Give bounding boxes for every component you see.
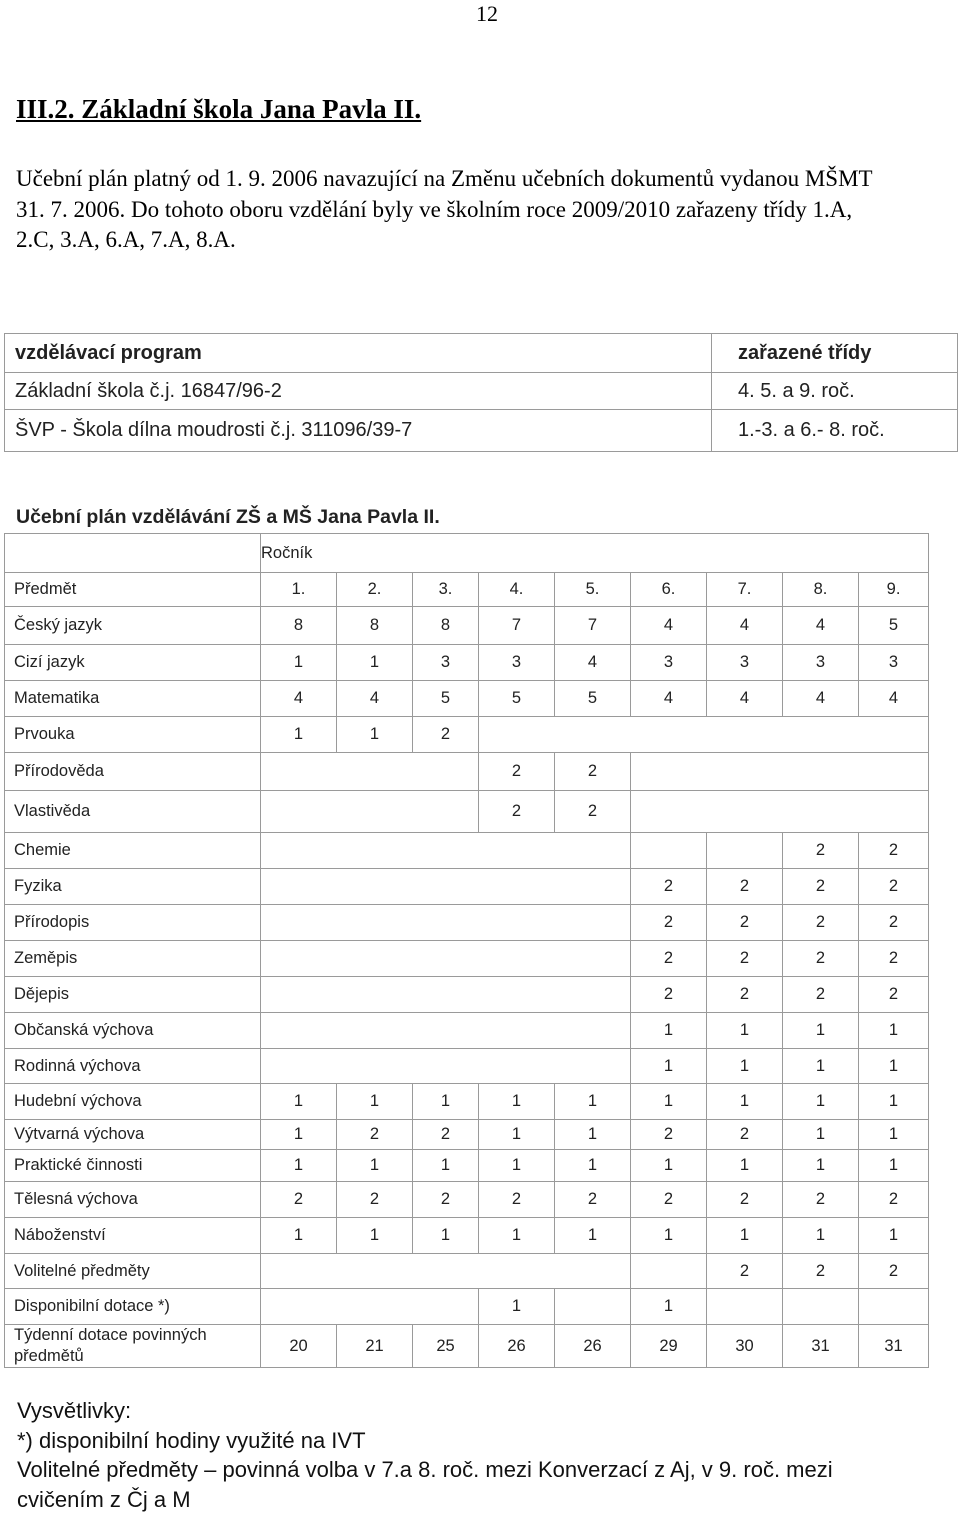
value-cell: 30	[707, 1325, 783, 1368]
program-table-row	[5, 410, 958, 452]
value-cell: 2	[859, 869, 929, 905]
value-cell: 1	[631, 1049, 707, 1084]
value-cell: 2	[479, 1182, 555, 1218]
value-cell	[555, 1289, 631, 1325]
empty-merged-cell	[261, 905, 631, 941]
note-line: cvičením z Čj a M	[17, 1485, 947, 1514]
value-cell: 2	[261, 1182, 337, 1218]
program-table-header	[5, 334, 958, 373]
value-cell: 1	[555, 1218, 631, 1254]
program-classes-cell: 4. 5. a 9. roč.	[712, 373, 958, 410]
value-cell: 8	[413, 607, 479, 645]
value-cell: 2	[337, 1120, 413, 1150]
value-cell: 2	[859, 977, 929, 1013]
subject-cell: Fyzika	[5, 869, 261, 905]
program-header-cell: zařazené třídy	[712, 334, 958, 373]
grade-header-row	[5, 573, 929, 607]
intro-line: 31. 7. 2006. Do tohoto oboru vzdělání byly ve školním roce 2009/2010 zařazeny třídy 1.A,	[16, 195, 951, 226]
subject-cell: Výtvarná výchova	[5, 1120, 261, 1150]
value-cell: 20	[261, 1325, 337, 1368]
value-cell: 2	[859, 1182, 929, 1218]
value-cell: 5	[555, 681, 631, 717]
program-table-row	[5, 373, 958, 410]
intro-line: Učební plán platný od 1. 9. 2006 navazující na Změnu učebních dokumentů vydanou MŠMT	[16, 164, 951, 195]
value-cell	[631, 833, 707, 869]
value-cell: 1	[337, 1084, 413, 1120]
grade-header-cell: 1.	[261, 573, 337, 607]
value-cell: 1	[859, 1218, 929, 1254]
value-cell: 3	[859, 645, 929, 681]
table-row	[5, 607, 929, 645]
value-cell: 1	[479, 1218, 555, 1254]
empty-merged-cell	[261, 1013, 631, 1049]
value-cell: 3	[783, 645, 859, 681]
table-row	[5, 1150, 929, 1182]
value-cell: 1	[479, 1289, 555, 1325]
value-cell: 4	[859, 681, 929, 717]
empty-cell	[5, 534, 261, 573]
table-row	[5, 1289, 929, 1325]
value-cell: 1	[261, 1084, 337, 1120]
value-cell: 2	[555, 791, 631, 833]
value-cell: 1	[261, 1218, 337, 1254]
value-cell: 1	[631, 1289, 707, 1325]
subject-cell: Dějepis	[5, 977, 261, 1013]
value-cell: 2	[707, 905, 783, 941]
value-cell: 25	[413, 1325, 479, 1368]
value-cell: 2	[783, 941, 859, 977]
table-row	[5, 1325, 929, 1368]
empty-merged-cell	[479, 717, 929, 753]
subject-cell: Chemie	[5, 833, 261, 869]
value-cell: 3	[631, 645, 707, 681]
note-line: Volitelné předměty – povinná volba v 7.a 8. roč. mezi Konverzací z Aj, v 9. roč. mezi	[17, 1455, 947, 1485]
value-cell: 4	[783, 681, 859, 717]
value-cell: 2	[631, 941, 707, 977]
value-cell: 1	[413, 1150, 479, 1182]
plan-title: Učební plán vzdělávání ZŠ a MŠ Jana Pavla II.	[16, 506, 440, 529]
value-cell: 1	[337, 1150, 413, 1182]
value-cell: 1	[631, 1150, 707, 1182]
value-cell: 7	[555, 607, 631, 645]
table-row	[5, 869, 929, 905]
value-cell: 4	[631, 607, 707, 645]
empty-merged-cell	[261, 869, 631, 905]
table-row	[5, 1182, 929, 1218]
value-cell	[631, 1254, 707, 1289]
subject-cell: Matematika	[5, 681, 261, 717]
table-row	[5, 905, 929, 941]
table-row	[5, 1084, 929, 1120]
value-cell: 1	[631, 1084, 707, 1120]
program-name-cell: ŠVP - Škola dílna moudrosti č.j. 311096/39-7	[5, 410, 712, 452]
subject-cell: Přírodověda	[5, 753, 261, 791]
value-cell: 1	[631, 1218, 707, 1254]
subject-cell: Disponibilní dotace *)	[5, 1289, 261, 1325]
page-number: 12	[462, 0, 512, 28]
value-cell: 8	[261, 607, 337, 645]
value-cell: 2	[631, 905, 707, 941]
value-cell: 8	[337, 607, 413, 645]
value-cell: 1	[783, 1150, 859, 1182]
value-cell: 1	[261, 1150, 337, 1182]
value-cell: 5	[479, 681, 555, 717]
subject-header: Předmět	[5, 573, 261, 607]
value-cell: 2	[631, 1120, 707, 1150]
subject-cell: Náboženství	[5, 1218, 261, 1254]
value-cell: 26	[479, 1325, 555, 1368]
value-cell: 5	[859, 607, 929, 645]
value-cell: 1	[707, 1150, 783, 1182]
grade-header-cell: 3.	[413, 573, 479, 607]
empty-merged-cell	[261, 791, 479, 833]
value-cell: 3	[479, 645, 555, 681]
value-cell: 2	[707, 1120, 783, 1150]
value-cell	[707, 833, 783, 869]
grade-header-cell: 8.	[783, 573, 859, 607]
value-cell: 1	[783, 1049, 859, 1084]
table-row	[5, 1254, 929, 1289]
value-cell: 4	[555, 645, 631, 681]
value-cell: 1	[555, 1120, 631, 1150]
value-cell: 4	[337, 681, 413, 717]
subject-cell: Cizí jazyk	[5, 645, 261, 681]
value-cell: 7	[479, 607, 555, 645]
value-cell: 1	[479, 1150, 555, 1182]
value-cell	[783, 1289, 859, 1325]
table-row	[5, 1013, 929, 1049]
value-cell: 2	[631, 1182, 707, 1218]
table-row	[5, 681, 929, 717]
subject-cell: Vlastivěda	[5, 791, 261, 833]
value-cell: 2	[859, 941, 929, 977]
value-cell: 4	[707, 681, 783, 717]
plan-table	[4, 533, 929, 1368]
value-cell: 1	[413, 1084, 479, 1120]
subject-cell: Přírodopis	[5, 905, 261, 941]
empty-merged-cell	[261, 833, 631, 869]
value-cell: 2	[707, 1254, 783, 1289]
empty-merged-cell	[631, 753, 929, 791]
rocnik-row	[5, 534, 929, 573]
subject-cell: Hudební výchova	[5, 1084, 261, 1120]
program-classes-cell: 1.-3. a 6.- 8. roč.	[712, 410, 958, 452]
value-cell: 1	[859, 1120, 929, 1150]
grade-header-cell: 2.	[337, 573, 413, 607]
value-cell: 5	[413, 681, 479, 717]
subject-cell: Volitelné předměty	[5, 1254, 261, 1289]
value-cell: 4	[261, 681, 337, 717]
table-row	[5, 977, 929, 1013]
empty-merged-cell	[261, 753, 479, 791]
grade-header-cell: 6.	[631, 573, 707, 607]
value-cell: 1	[337, 717, 413, 753]
empty-merged-cell	[261, 941, 631, 977]
empty-merged-cell	[261, 1254, 631, 1289]
rocnik-label: Ročník	[261, 534, 929, 573]
subject-cell: Český jazyk	[5, 607, 261, 645]
value-cell	[707, 1289, 783, 1325]
program-table	[4, 333, 958, 452]
value-cell: 31	[783, 1325, 859, 1368]
grade-header-cell: 4.	[479, 573, 555, 607]
empty-merged-cell	[261, 1049, 631, 1084]
intro-line: 2.C, 3.A, 6.A, 7.A, 8.A.	[16, 225, 951, 256]
value-cell: 2	[707, 1182, 783, 1218]
value-cell: 2	[783, 905, 859, 941]
grade-header-cell: 9.	[859, 573, 929, 607]
note-line: *) disponibilní hodiny využité na IVT	[17, 1426, 947, 1456]
value-cell: 1	[783, 1120, 859, 1150]
value-cell: 1	[555, 1084, 631, 1120]
table-row	[5, 645, 929, 681]
subject-cell: Občanská výchova	[5, 1013, 261, 1049]
value-cell: 1	[479, 1120, 555, 1150]
table-row	[5, 1049, 929, 1084]
table-row	[5, 1218, 929, 1254]
value-cell: 2	[783, 1182, 859, 1218]
value-cell: 1	[337, 645, 413, 681]
value-cell: 1	[479, 1084, 555, 1120]
value-cell: 2	[783, 977, 859, 1013]
value-cell: 2	[413, 1120, 479, 1150]
program-name-cell: Základní škola č.j. 16847/96-2	[5, 373, 712, 410]
value-cell: 2	[707, 869, 783, 905]
notes-heading: Vysvětlivky:	[17, 1396, 947, 1426]
value-cell: 1	[707, 1218, 783, 1254]
subject-cell: Praktické činnosti	[5, 1150, 261, 1182]
subject-cell: Prvouka	[5, 717, 261, 753]
value-cell: 1	[337, 1218, 413, 1254]
value-cell: 2	[479, 753, 555, 791]
subject-cell: Týdenní dotace povinných předmětů	[5, 1325, 261, 1368]
table-row	[5, 1120, 929, 1150]
value-cell: 2	[413, 1182, 479, 1218]
notes	[17, 1396, 947, 1514]
table-row	[5, 717, 929, 753]
subject-cell: Rodinná výchova	[5, 1049, 261, 1084]
value-cell: 4	[631, 681, 707, 717]
table-row	[5, 833, 929, 869]
value-cell: 1	[783, 1218, 859, 1254]
value-cell: 1	[631, 1013, 707, 1049]
value-cell: 2	[707, 977, 783, 1013]
empty-merged-cell	[261, 1289, 479, 1325]
empty-merged-cell	[261, 977, 631, 1013]
value-cell: 1	[783, 1013, 859, 1049]
table-row	[5, 941, 929, 977]
value-cell: 1	[261, 717, 337, 753]
value-cell: 1	[783, 1084, 859, 1120]
value-cell: 31	[859, 1325, 929, 1368]
value-cell: 26	[555, 1325, 631, 1368]
value-cell: 2	[707, 941, 783, 977]
section-heading: III.2. Základní škola Jana Pavla II.	[16, 92, 421, 126]
value-cell: 2	[783, 1254, 859, 1289]
value-cell	[859, 1289, 929, 1325]
value-cell: 2	[337, 1182, 413, 1218]
value-cell: 2	[859, 833, 929, 869]
value-cell: 4	[783, 607, 859, 645]
subject-cell: Tělesná výchova	[5, 1182, 261, 1218]
empty-merged-cell	[631, 791, 929, 833]
value-cell: 2	[555, 753, 631, 791]
intro-paragraph	[16, 164, 951, 256]
value-cell: 29	[631, 1325, 707, 1368]
value-cell: 1	[707, 1084, 783, 1120]
grade-header-cell: 7.	[707, 573, 783, 607]
value-cell: 2	[479, 791, 555, 833]
value-cell: 1	[413, 1218, 479, 1254]
value-cell: 1	[859, 1084, 929, 1120]
value-cell: 2	[859, 1254, 929, 1289]
value-cell: 1	[859, 1013, 929, 1049]
value-cell: 1	[859, 1049, 929, 1084]
value-cell: 1	[707, 1049, 783, 1084]
value-cell: 1	[261, 1120, 337, 1150]
subject-cell: Zeměpis	[5, 941, 261, 977]
value-cell: 2	[631, 977, 707, 1013]
value-cell: 1	[261, 645, 337, 681]
value-cell: 2	[783, 833, 859, 869]
value-cell: 2	[413, 717, 479, 753]
value-cell: 2	[631, 869, 707, 905]
value-cell: 21	[337, 1325, 413, 1368]
table-row	[5, 753, 929, 791]
value-cell: 3	[413, 645, 479, 681]
value-cell: 1	[555, 1150, 631, 1182]
table-row	[5, 791, 929, 833]
value-cell: 2	[859, 905, 929, 941]
value-cell: 1	[707, 1013, 783, 1049]
program-header-cell: vzdělávací program	[5, 334, 712, 373]
value-cell: 2	[783, 869, 859, 905]
grade-header-cell: 5.	[555, 573, 631, 607]
value-cell: 4	[707, 607, 783, 645]
value-cell: 1	[859, 1150, 929, 1182]
value-cell: 3	[707, 645, 783, 681]
value-cell: 2	[555, 1182, 631, 1218]
